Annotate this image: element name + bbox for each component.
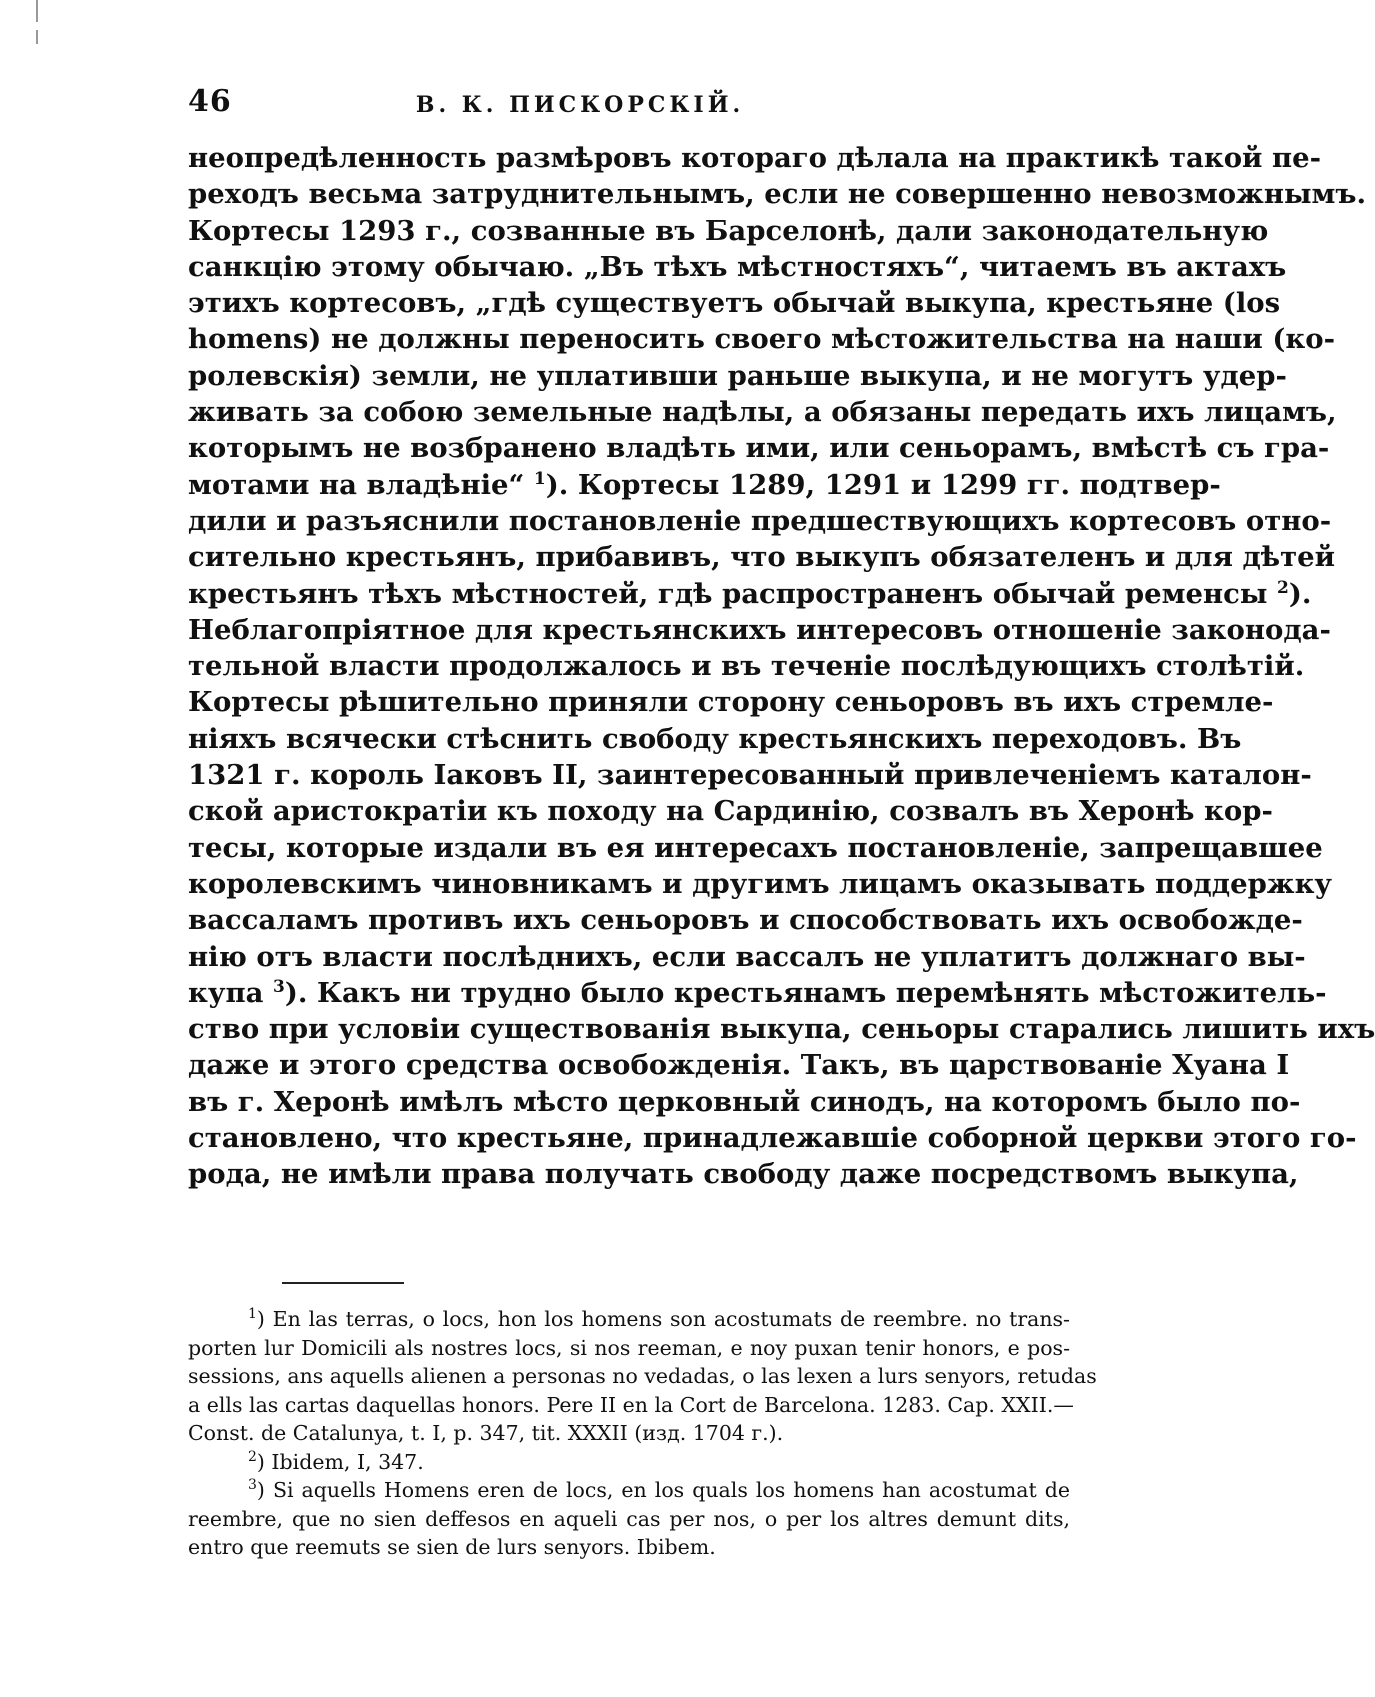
footnote-3-marker: 3 xyxy=(248,1477,257,1494)
footnote-2-line xyxy=(188,1448,1070,1477)
footnote-ref-2[interactable]: 2 xyxy=(1277,577,1289,598)
text-segment: крестьянъ тѣхъ мѣстностей, гдѣ распространенъ обычай ременсы xyxy=(188,577,1278,610)
text-line: которымъ не возбранено владѣть ими, или сеньорамъ, вмѣстѣ съ гра- xyxy=(188,432,1330,465)
text-line: ской аристократіи къ походу на Сардинію, созвалъ въ Херонѣ кор- xyxy=(188,795,1273,828)
scan-edge-mark xyxy=(36,30,38,44)
scan-edge-mark xyxy=(36,0,38,22)
text-line: дили и разъяснили постановленіе предшествующихъ кортесовъ отно- xyxy=(188,504,1332,537)
footnote-2-marker: 2 xyxy=(248,1448,257,1465)
text-line xyxy=(188,576,1312,612)
text-line: Кортесы 1293 г., созванные въ Барселонѣ, дали законодательную xyxy=(188,214,1269,247)
text-line xyxy=(188,467,1221,503)
footnote-separator xyxy=(282,1282,404,1284)
footnote-1-line: sessions, ans aquells alienen a personas no vedadas, o las lexen a lurs senyors, retudas xyxy=(188,1364,1097,1388)
page-number: 46 xyxy=(188,84,232,119)
text-segment: ). Кортесы 1289, 1291 и 1299 гг. подтвер- xyxy=(545,468,1221,501)
text-line: ролевскія) земли, не уплативши раньше выкупа, и не могутъ удер- xyxy=(188,359,1287,392)
text-segment: ). xyxy=(1288,577,1312,610)
footnote-1-line: a ells las cartas daquellas honors. Pere II en la Cort de Barcelona. 1283. Cap. XXII.— xyxy=(188,1392,1074,1417)
text-line: даже и этого средства освобожденія. Такъ, въ царствованіе Хуана I xyxy=(188,1049,1290,1082)
footnote-3-line: reembre, que no sien deffesos en aqueli cas per nos, o per los altres demunt dits, xyxy=(188,1506,1070,1531)
text-line: сительно крестьянъ, прибавивъ, что выкупъ обязателенъ и для дѣтей xyxy=(188,541,1336,574)
main-text xyxy=(188,140,1375,1193)
text-line: въ г. Херонѣ имѣлъ мѣсто церковный синодъ, на которомъ было по- xyxy=(188,1085,1301,1118)
text-line: тельной власти продолжалось и въ теченіе послѣдующихъ столѣтій. xyxy=(188,650,1305,683)
footnote-2-text: ) Ibidem, I, 347. xyxy=(256,1449,424,1474)
footnote-1-line: Const. de Catalunya, t. I, p. 347, tit. XXXII (изд. 1704 г.). xyxy=(188,1421,784,1445)
footnote-1-line xyxy=(188,1305,1070,1334)
text-line: рода, не имѣли права получать свободу даже посредствомъ выкупа, xyxy=(188,1158,1299,1191)
text-line: этихъ кортесовъ, „гдѣ существуетъ обычай выкупа, крестьяне (los xyxy=(188,287,1281,320)
text-line: реходъ весьма затруднительнымъ, если не совершенно невозможнымъ. xyxy=(188,178,1367,211)
text-line: королевскимъ чиновникамъ и другимъ лицамъ оказывать поддержку xyxy=(188,867,1333,900)
footnote-3-line: entro que reemuts se sien de lurs senyors. Ibibem. xyxy=(188,1535,716,1559)
footnote-1-line: porten lur Domicili als nostres locs, si nos reeman, e noy puxan tenir honors, e pos- xyxy=(188,1335,1070,1360)
text-line: санкцію этому обычаю. „Въ тѣхъ мѣстностяхъ“, читаемъ въ актахъ xyxy=(188,250,1287,283)
footnote-ref-1[interactable]: 1 xyxy=(533,468,546,489)
text-line: homens) не должны переносить своего мѣстожительства на наши (ко- xyxy=(188,323,1335,356)
text-line: неопредѣленность размѣровъ котораго дѣлала на практикѣ такой пе- xyxy=(188,142,1322,174)
text-line: Кортесы рѣшительно приняли сторону сеньоровъ въ ихъ стремле- xyxy=(188,686,1274,719)
text-line xyxy=(188,975,1327,1011)
text-line: 1321 г. король Іаковъ II, заинтересованный привлеченіемъ каталон- xyxy=(188,759,1312,792)
text-segment: мотами на владѣніе“ xyxy=(188,468,534,501)
text-line: Неблагопріятное для крестьянскихъ интересовъ отношеніе законода- xyxy=(188,613,1331,646)
footnote-ref-3[interactable]: 3 xyxy=(272,976,285,997)
text-line: вассаламъ противъ ихъ сеньоровъ и способствовать ихъ освобожде- xyxy=(188,904,1303,937)
footnote-3-line xyxy=(188,1476,1070,1505)
footnote-3-text: ) Si aquells Homens eren de locs, en los quals los homens han acostumat de xyxy=(256,1478,1070,1502)
text-line: становлено, что крестьяне, принадлежавшіе соборной церкви этого го- xyxy=(188,1122,1357,1155)
running-head: В. К. ПИСКОРСКІЙ. xyxy=(415,92,745,118)
text-line: нію отъ власти послѣднихъ, если вассалъ не уплатитъ должнаго вы- xyxy=(188,940,1306,973)
footnote-1-text: ) En las terras, o locs, hon los homens son acostumats de reembre. no trans- xyxy=(256,1307,1070,1331)
text-segment: ). Какъ ни трудно было крестьянамъ перемѣнять мѣстожитель- xyxy=(284,976,1327,1009)
text-line: ство при условіи существованія выкупа, сеньоры старались лишить ихъ xyxy=(188,1013,1375,1046)
footnote-1-marker: 1 xyxy=(248,1306,257,1323)
text-line: живать за собою земельные надѣлы, а обязаны передать ихъ лицамъ, xyxy=(188,396,1337,429)
footnotes xyxy=(188,1305,1097,1562)
text-line: тесы, которые издали въ ея интересахъ постановленіе, запрещавшее xyxy=(188,831,1323,864)
text-segment: купа xyxy=(188,976,273,1009)
text-line: ніяхъ всячески стѣснить свободу крестьянскихъ переходовъ. Въ xyxy=(188,722,1242,755)
